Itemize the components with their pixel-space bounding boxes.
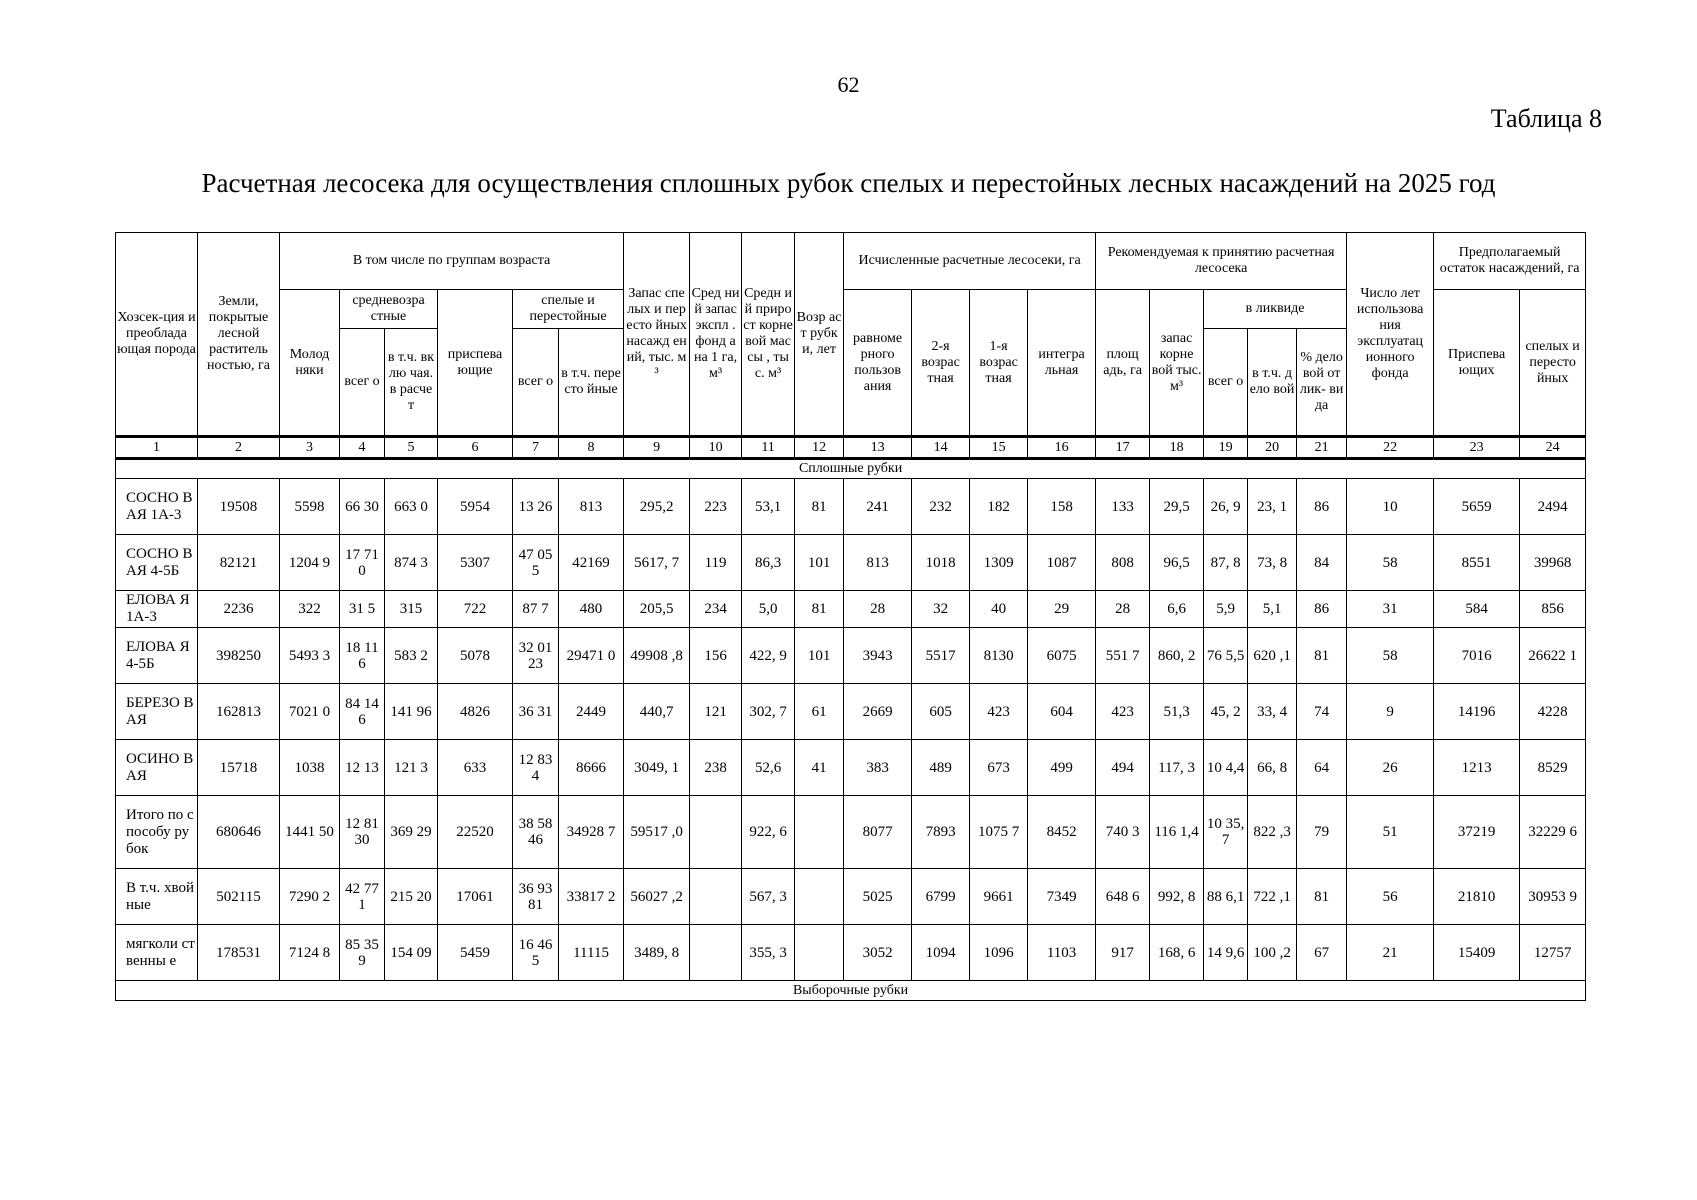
table-cell: 56027 ,2 xyxy=(624,869,690,925)
table-row xyxy=(116,591,1586,628)
table-cell: 813 xyxy=(559,479,624,535)
table-cell: 64 xyxy=(1297,740,1347,796)
table-cell: 238 xyxy=(690,740,742,796)
table-cell: 42169 xyxy=(559,535,624,591)
table-cell: 2669 xyxy=(844,684,912,740)
table-cell: 1441 50 xyxy=(280,796,340,869)
table-cell: 74 xyxy=(1297,684,1347,740)
table-cell: 59517 ,0 xyxy=(624,796,690,869)
table-cell: 740 3 xyxy=(1096,796,1150,869)
table-cell: 38 58 46 xyxy=(513,796,559,869)
table-cell: 648 6 xyxy=(1096,869,1150,925)
table-cell: 45, 2 xyxy=(1204,684,1248,740)
table-cell: 680646 xyxy=(198,796,280,869)
table-cell: 673 xyxy=(970,740,1028,796)
header-v-tom-chisle: В том числе по группам возраста xyxy=(280,233,624,290)
header-srednevozrastnye: средневозра стные xyxy=(340,290,438,329)
table-cell: 234 xyxy=(690,591,742,628)
table-cell: 583 2 xyxy=(385,628,438,684)
header-prispevayuschih: Приспева ющих xyxy=(1434,290,1520,437)
header-vtch-vklyuchaya: в т.ч. вклю чая. в расче т xyxy=(385,329,438,437)
table-cell: 232 xyxy=(912,479,970,535)
table-cell: 1075 7 xyxy=(970,796,1028,869)
table-cell: 81 xyxy=(795,479,844,535)
table-cell: 29,5 xyxy=(1150,479,1204,535)
table-cell: 8666 xyxy=(559,740,624,796)
table-cell: 96,5 xyxy=(1150,535,1204,591)
table-cell: 205,5 xyxy=(624,591,690,628)
header-vtch-delovoy: в т.ч. дело вой xyxy=(1248,329,1297,437)
table-row xyxy=(116,535,1586,591)
header-zapas-spelyh: Запас спелых и пересто йных насажд ений, тыс. м³ xyxy=(624,233,690,437)
table-cell: 10 35, 7 xyxy=(1204,796,1248,869)
header-vsego-spelye: всег о xyxy=(513,329,559,437)
table-cell: 5,1 xyxy=(1248,591,1297,628)
table-cell: 494 xyxy=(1096,740,1150,796)
table-cell: 3049, 1 xyxy=(624,740,690,796)
table-cell: 32 xyxy=(912,591,970,628)
table-cell: 13 26 xyxy=(513,479,559,535)
table-cell: 23, 1 xyxy=(1248,479,1297,535)
table-cell: 12 83 4 xyxy=(513,740,559,796)
table-cell: 18 11 6 xyxy=(340,628,385,684)
table-cell: 11115 xyxy=(559,925,624,981)
table-cell: 19508 xyxy=(198,479,280,535)
table-cell: 633 xyxy=(438,740,513,796)
header-prispevayuschie: приспева ющие xyxy=(438,290,513,437)
table-cell: 26622 1 xyxy=(1520,628,1586,684)
header-chislo-let: Число лет использова ния эксплуатац ионного фонда xyxy=(1347,233,1434,437)
table-cell: 422, 9 xyxy=(742,628,795,684)
column-number: 18 xyxy=(1150,437,1204,459)
table-cell: 3052 xyxy=(844,925,912,981)
table-cell: 42 77 1 xyxy=(340,869,385,925)
row-label-cell: Итого по способу рубок xyxy=(116,796,198,869)
table-cell: 355, 3 xyxy=(742,925,795,981)
table-cell: 1213 xyxy=(1434,740,1520,796)
table-label: Таблица 8 xyxy=(1490,104,1602,133)
table-cell: 67 xyxy=(1297,925,1347,981)
table-cell: 41 xyxy=(795,740,844,796)
table-cell: 32229 6 xyxy=(1520,796,1586,869)
table-cell: 56 xyxy=(1347,869,1434,925)
table-cell: 5,0 xyxy=(742,591,795,628)
table-cell: 49908 ,8 xyxy=(624,628,690,684)
table-cell: 2236 xyxy=(198,591,280,628)
table-cell: 51,3 xyxy=(1150,684,1204,740)
table-cell: 489 xyxy=(912,740,970,796)
table-row xyxy=(116,740,1586,796)
table-cell: 215 20 xyxy=(385,869,438,925)
table-cell: 52,6 xyxy=(742,740,795,796)
table-cell: 398250 xyxy=(198,628,280,684)
table-cell: 223 xyxy=(690,479,742,535)
header-sredniy-zapas: Сред ний запас экспл . фонд а на 1 га, м³ xyxy=(690,233,742,437)
table-cell: 6799 xyxy=(912,869,970,925)
table-cell: 822 ,3 xyxy=(1248,796,1297,869)
table-cell: 88 6,1 xyxy=(1204,869,1248,925)
table-cell: 922, 6 xyxy=(742,796,795,869)
table-cell: 7124 8 xyxy=(280,925,340,981)
table-cell: 28 xyxy=(1096,591,1150,628)
table-row xyxy=(116,628,1586,684)
table-cell: 84 xyxy=(1297,535,1347,591)
section-title-clear-cuts: Сплошные рубки xyxy=(116,459,1586,479)
table-cell: 162813 xyxy=(198,684,280,740)
table-cell: 315 xyxy=(385,591,438,628)
column-number: 17 xyxy=(1096,437,1150,459)
column-number: 15 xyxy=(970,437,1028,459)
table-cell: 423 xyxy=(970,684,1028,740)
header-hozsekciya: Хозсек-ция и преоблада ющая порода xyxy=(116,233,198,437)
table-cell xyxy=(690,869,742,925)
table-cell: 1204 9 xyxy=(280,535,340,591)
table-cell: 79 xyxy=(1297,796,1347,869)
table-cell: 16 46 5 xyxy=(513,925,559,981)
column-number: 19 xyxy=(1204,437,1248,459)
table-cell: 12 81 30 xyxy=(340,796,385,869)
table-cell: 28 xyxy=(844,591,912,628)
header-zemli: Земли, покрытые лесной раститель ностью, га xyxy=(198,233,280,437)
column-number: 13 xyxy=(844,437,912,459)
header-zapas-kornevoy: запас корне вой тыс. м³ xyxy=(1150,290,1204,437)
table-cell: 1103 xyxy=(1028,925,1096,981)
table-cell: 502115 xyxy=(198,869,280,925)
table-cell: 141 96 xyxy=(385,684,438,740)
table-cell: 383 xyxy=(844,740,912,796)
column-number: 8 xyxy=(559,437,624,459)
table-cell: 119 xyxy=(690,535,742,591)
header-ploschad: площ адь, га xyxy=(1096,290,1150,437)
table-cell: 992, 8 xyxy=(1150,869,1204,925)
table-cell: 29 xyxy=(1028,591,1096,628)
table-row xyxy=(116,925,1586,981)
table-cell: 4826 xyxy=(438,684,513,740)
table-cell: 7290 2 xyxy=(280,869,340,925)
table-cell: 133 xyxy=(1096,479,1150,535)
table-cell: 58 xyxy=(1347,535,1434,591)
table-cell: 156 xyxy=(690,628,742,684)
table-cell xyxy=(690,925,742,981)
table-cell: 36 31 xyxy=(513,684,559,740)
row-label-cell: ЕЛОВА Я 4-5Б xyxy=(116,628,198,684)
table-cell: 3943 xyxy=(844,628,912,684)
table-cell: 480 xyxy=(559,591,624,628)
header-row-1 xyxy=(116,233,1586,290)
table-cell: 85 35 9 xyxy=(340,925,385,981)
column-number: 9 xyxy=(624,437,690,459)
table-cell: 8452 xyxy=(1028,796,1096,869)
table-cell: 17061 xyxy=(438,869,513,925)
table-cell: 874 3 xyxy=(385,535,438,591)
row-label-cell: СОСНО ВАЯ 1А-3 xyxy=(116,479,198,535)
table-cell: 7016 xyxy=(1434,628,1520,684)
table-cell: 499 xyxy=(1028,740,1096,796)
section-row-clear xyxy=(116,459,1586,479)
row-label-cell: ОСИНО ВАЯ xyxy=(116,740,198,796)
table-cell: 7893 xyxy=(912,796,970,869)
header-ischislennye: Исчисленные расчетные лесосеки, га xyxy=(844,233,1096,290)
header-vsego-srednevozrastnye: всег о xyxy=(340,329,385,437)
table-cell: 47 05 5 xyxy=(513,535,559,591)
table-cell: 2449 xyxy=(559,684,624,740)
table-cell: 4228 xyxy=(1520,684,1586,740)
table-cell: 551 7 xyxy=(1096,628,1150,684)
table-cell: 33817 2 xyxy=(559,869,624,925)
table-cell: 58 xyxy=(1347,628,1434,684)
table-cell: 84 14 6 xyxy=(340,684,385,740)
table-cell: 182 xyxy=(970,479,1028,535)
column-number: 24 xyxy=(1520,437,1586,459)
row-label-cell: СОСНО ВАЯ 4-5Б xyxy=(116,535,198,591)
header-vtch-perestoynye: в т.ч. пересто йные xyxy=(559,329,624,437)
header-predpolagaemyi: Предполагаемый остаток насаждений, га xyxy=(1434,233,1586,290)
table-cell: 14196 xyxy=(1434,684,1520,740)
column-number: 22 xyxy=(1347,437,1434,459)
table-cell: 86,3 xyxy=(742,535,795,591)
table-cell: 10 xyxy=(1347,479,1434,535)
table-cell: 22520 xyxy=(438,796,513,869)
table-row xyxy=(116,869,1586,925)
table-cell: 15409 xyxy=(1434,925,1520,981)
row-label-cell: БЕРЕЗО ВАЯ xyxy=(116,684,198,740)
row-label-cell: В т.ч. хвойные xyxy=(116,869,198,925)
column-number: 4 xyxy=(340,437,385,459)
table-cell xyxy=(795,796,844,869)
header-v-likvide: в ликвиде xyxy=(1204,290,1347,329)
table-cell: 620 ,1 xyxy=(1248,628,1297,684)
table-cell: 9661 xyxy=(970,869,1028,925)
table-cell: 81 xyxy=(1297,628,1347,684)
table-cell: 117, 3 xyxy=(1150,740,1204,796)
table-cell: 5659 xyxy=(1434,479,1520,535)
table-cell: 168, 6 xyxy=(1150,925,1204,981)
table-cell: 15718 xyxy=(198,740,280,796)
table-row xyxy=(116,479,1586,535)
table-cell: 722 ,1 xyxy=(1248,869,1297,925)
table-cell: 26 xyxy=(1347,740,1434,796)
table-cell: 584 xyxy=(1434,591,1520,628)
column-number: 20 xyxy=(1248,437,1297,459)
table-cell: 5,9 xyxy=(1204,591,1248,628)
header-spelye-perestoynye: спелые и перестойные xyxy=(513,290,624,329)
table-cell: 21810 xyxy=(1434,869,1520,925)
header-pct-delovoy: % дело вой от лик- вида xyxy=(1297,329,1347,437)
table-cell: 3489, 8 xyxy=(624,925,690,981)
table-cell: 5307 xyxy=(438,535,513,591)
table-cell: 26, 9 xyxy=(1204,479,1248,535)
table-cell xyxy=(795,925,844,981)
table-cell: 101 xyxy=(795,535,844,591)
header-ravnomernogo: равноме рного пользов ания xyxy=(844,290,912,437)
table-cell: 663 0 xyxy=(385,479,438,535)
header-vsego-likvid: всег о xyxy=(1204,329,1248,437)
table-cell: 5459 xyxy=(438,925,513,981)
table-cell: 1309 xyxy=(970,535,1028,591)
table-cell: 295,2 xyxy=(624,479,690,535)
table-cell: 860, 2 xyxy=(1150,628,1204,684)
allowable-cut-table xyxy=(115,232,1586,1001)
table-cell: 33, 4 xyxy=(1248,684,1297,740)
header-sredniy-prirost: Средн ий приро ст корне вой массы , тыс. м³ xyxy=(742,233,795,437)
table-cell: 8077 xyxy=(844,796,912,869)
table-cell: 7349 xyxy=(1028,869,1096,925)
table-cell: 81 xyxy=(795,591,844,628)
table-cell: 5617, 7 xyxy=(624,535,690,591)
table-cell: 36 93 81 xyxy=(513,869,559,925)
table-cell: 40 xyxy=(970,591,1028,628)
column-number: 2 xyxy=(198,437,280,459)
table-cell: 12757 xyxy=(1520,925,1586,981)
header-spelyh-perestoynyh: спелых и пересто йных xyxy=(1520,290,1586,437)
table-cell: 813 xyxy=(844,535,912,591)
table-cell: 604 xyxy=(1028,684,1096,740)
table-cell: 73, 8 xyxy=(1248,535,1297,591)
table-cell: 86 xyxy=(1297,479,1347,535)
table-cell xyxy=(690,796,742,869)
table-cell: 1038 xyxy=(280,740,340,796)
table-cell: 322 xyxy=(280,591,340,628)
table-cell: 21 xyxy=(1347,925,1434,981)
table-cell: 5517 xyxy=(912,628,970,684)
column-number: 7 xyxy=(513,437,559,459)
table-cell: 178531 xyxy=(198,925,280,981)
table-cell: 53,1 xyxy=(742,479,795,535)
header-integralnaya: интегра льная xyxy=(1028,290,1096,437)
table-cell: 34928 7 xyxy=(559,796,624,869)
column-number: 6 xyxy=(438,437,513,459)
table-cell: 51 xyxy=(1347,796,1434,869)
table-cell: 1087 xyxy=(1028,535,1096,591)
column-number-row xyxy=(116,437,1586,459)
document-title: Расчетная лесосека для осуществления сплошных рубок спелых и перестойных лесных насаждений на 2025 год xyxy=(201,168,1496,198)
header-pervaya-vozrastnaya: 1-я возрас тная xyxy=(970,290,1028,437)
table-cell: 241 xyxy=(844,479,912,535)
column-number: 21 xyxy=(1297,437,1347,459)
table-cell: 82121 xyxy=(198,535,280,591)
column-number: 16 xyxy=(1028,437,1096,459)
table-cell: 5078 xyxy=(438,628,513,684)
table-cell: 567, 3 xyxy=(742,869,795,925)
table-cell: 12 13 xyxy=(340,740,385,796)
table-cell: 10 4,4 xyxy=(1204,740,1248,796)
table-cell: 6,6 xyxy=(1150,591,1204,628)
table-cell: 121 3 xyxy=(385,740,438,796)
table-cell: 2494 xyxy=(1520,479,1586,535)
header-vtoraya-vozrastnaya: 2-я возрас тная xyxy=(912,290,970,437)
table-cell: 81 xyxy=(1297,869,1347,925)
table-cell: 116 1,4 xyxy=(1150,796,1204,869)
column-number: 10 xyxy=(690,437,742,459)
column-number: 5 xyxy=(385,437,438,459)
table-cell: 808 xyxy=(1096,535,1150,591)
table-cell: 369 29 xyxy=(385,796,438,869)
table-cell: 154 09 xyxy=(385,925,438,981)
table-cell: 32 01 23 xyxy=(513,628,559,684)
table-cell: 917 xyxy=(1096,925,1150,981)
table-cell: 31 xyxy=(1347,591,1434,628)
table-cell xyxy=(795,869,844,925)
table-cell: 121 xyxy=(690,684,742,740)
table-cell: 5493 3 xyxy=(280,628,340,684)
column-number: 23 xyxy=(1434,437,1520,459)
table-cell: 17 71 0 xyxy=(340,535,385,591)
table-cell: 1096 xyxy=(970,925,1028,981)
table-cell: 87, 8 xyxy=(1204,535,1248,591)
table-cell: 29471 0 xyxy=(559,628,624,684)
table-row xyxy=(116,684,1586,740)
table-cell: 7021 0 xyxy=(280,684,340,740)
section-title-selective-cuts: Выборочные рубки xyxy=(116,981,1586,1001)
table-cell: 14 9,6 xyxy=(1204,925,1248,981)
table-cell: 5598 xyxy=(280,479,340,535)
section-row-selective xyxy=(116,981,1586,1001)
table-cell: 8130 xyxy=(970,628,1028,684)
row-label-cell: ЕЛОВА Я 1А-3 xyxy=(116,591,198,628)
header-molodnyaki: Молод няки xyxy=(280,290,340,437)
header-vozrast-rubki: Возр аст рубк и, лет xyxy=(795,233,844,437)
column-number: 14 xyxy=(912,437,970,459)
table-cell: 856 xyxy=(1520,591,1586,628)
column-number: 12 xyxy=(795,437,844,459)
table-cell: 87 7 xyxy=(513,591,559,628)
table-cell: 1094 xyxy=(912,925,970,981)
table-cell: 86 xyxy=(1297,591,1347,628)
table-cell: 5025 xyxy=(844,869,912,925)
table-cell: 39968 xyxy=(1520,535,1586,591)
table-cell: 423 xyxy=(1096,684,1150,740)
table-cell: 76 5,5 xyxy=(1204,628,1248,684)
page-number: 62 xyxy=(837,72,860,97)
table-cell: 101 xyxy=(795,628,844,684)
table-cell: 1018 xyxy=(912,535,970,591)
table-cell: 8529 xyxy=(1520,740,1586,796)
table-cell: 6075 xyxy=(1028,628,1096,684)
table-cell: 61 xyxy=(795,684,844,740)
table-cell: 31 5 xyxy=(340,591,385,628)
column-number: 1 xyxy=(116,437,198,459)
row-label-cell: мягколи ственны е xyxy=(116,925,198,981)
table-cell: 158 xyxy=(1028,479,1096,535)
table-cell: 722 xyxy=(438,591,513,628)
table-cell: 5954 xyxy=(438,479,513,535)
table-cell: 605 xyxy=(912,684,970,740)
header-rekomenduemaya: Рекомендуемая к принятию расчетная лесосека xyxy=(1096,233,1347,290)
table-row xyxy=(116,796,1586,869)
table-cell: 30953 9 xyxy=(1520,869,1586,925)
table-cell: 66, 8 xyxy=(1248,740,1297,796)
column-number: 11 xyxy=(742,437,795,459)
table-cell: 302, 7 xyxy=(742,684,795,740)
table-cell: 66 30 xyxy=(340,479,385,535)
table-cell: 37219 xyxy=(1434,796,1520,869)
table-cell: 100 ,2 xyxy=(1248,925,1297,981)
column-number: 3 xyxy=(280,437,340,459)
table-cell: 8551 xyxy=(1434,535,1520,591)
table-cell: 440,7 xyxy=(624,684,690,740)
table-cell: 9 xyxy=(1347,684,1434,740)
